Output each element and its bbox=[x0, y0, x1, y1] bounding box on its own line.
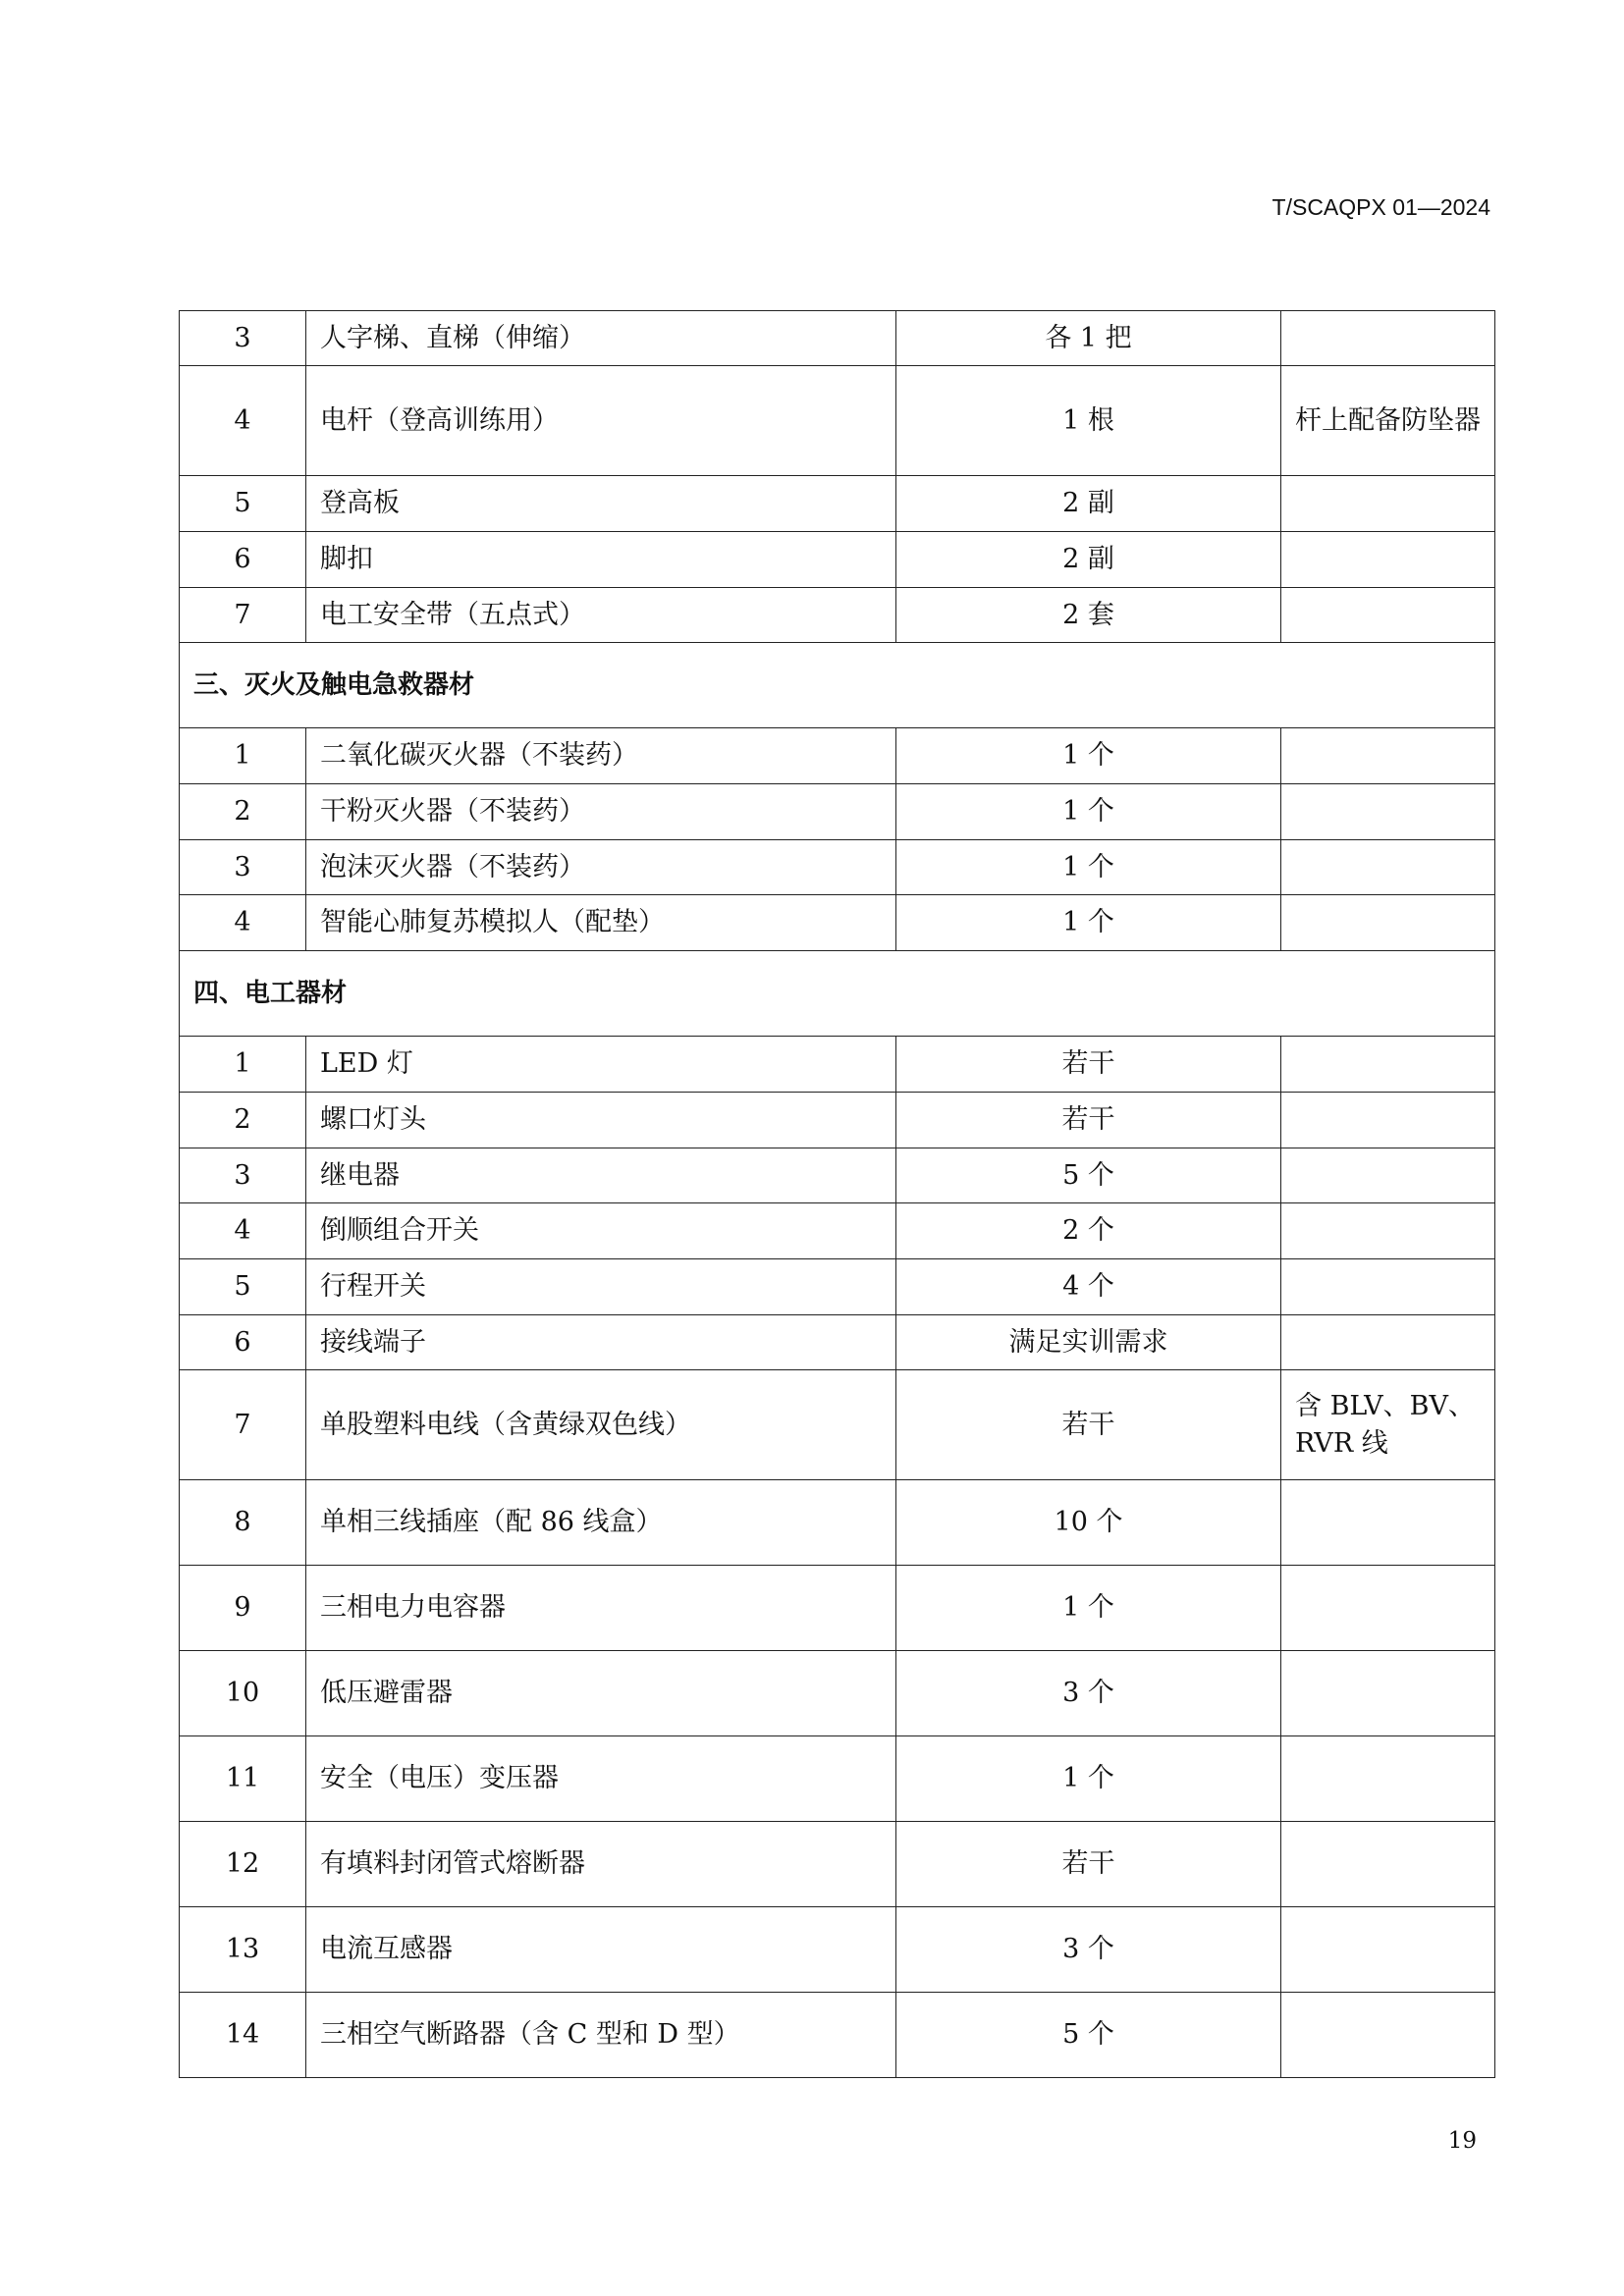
item-number: 4 bbox=[180, 366, 306, 476]
table-row bbox=[180, 1037, 1495, 1093]
item-number: 3 bbox=[180, 1148, 306, 1203]
item-note bbox=[1281, 840, 1495, 895]
item-quantity: 若干 bbox=[896, 1093, 1281, 1148]
item-name: 行程开关 bbox=[306, 1259, 896, 1315]
table-row bbox=[180, 476, 1495, 532]
item-number: 4 bbox=[180, 895, 306, 951]
item-note bbox=[1281, 1315, 1495, 1370]
item-note bbox=[1281, 1259, 1495, 1315]
item-note bbox=[1281, 1822, 1495, 1907]
table-row bbox=[180, 1480, 1495, 1566]
item-name: 螺口灯头 bbox=[306, 1093, 896, 1148]
item-name: 人字梯、直梯（伸缩） bbox=[306, 311, 896, 366]
item-number: 3 bbox=[180, 840, 306, 895]
item-quantity: 2 副 bbox=[896, 476, 1281, 532]
item-number: 10 bbox=[180, 1651, 306, 1736]
table-row bbox=[180, 728, 1495, 784]
item-name: 有填料封闭管式熔断器 bbox=[306, 1822, 896, 1907]
item-quantity: 5 个 bbox=[896, 1993, 1281, 2078]
item-quantity: 3 个 bbox=[896, 1907, 1281, 1993]
item-note bbox=[1281, 532, 1495, 588]
item-number: 7 bbox=[180, 1370, 306, 1480]
table-row bbox=[180, 1203, 1495, 1259]
item-name: 单股塑料电线（含黄绿双色线） bbox=[306, 1370, 896, 1480]
item-name: 三相电力电容器 bbox=[306, 1566, 896, 1651]
item-quantity: 5 个 bbox=[896, 1148, 1281, 1203]
table-row bbox=[180, 840, 1495, 895]
section-heading: 三、灭火及触电急救器材 bbox=[180, 643, 1495, 728]
item-name: 泡沫灭火器（不装药） bbox=[306, 840, 896, 895]
item-number: 5 bbox=[180, 1259, 306, 1315]
item-note bbox=[1281, 588, 1495, 643]
document-code: T/SCAQPX 01—2024 bbox=[1272, 194, 1490, 220]
section-heading-row bbox=[180, 951, 1495, 1037]
page-number: 19 bbox=[1447, 2128, 1477, 2154]
item-quantity: 1 个 bbox=[896, 728, 1281, 784]
item-quantity: 1 个 bbox=[896, 1566, 1281, 1651]
item-quantity: 若干 bbox=[896, 1037, 1281, 1093]
item-note bbox=[1281, 728, 1495, 784]
item-name: 电杆（登高训练用） bbox=[306, 366, 896, 476]
item-number: 2 bbox=[180, 784, 306, 840]
item-note bbox=[1281, 1651, 1495, 1736]
item-number: 9 bbox=[180, 1566, 306, 1651]
item-name: 脚扣 bbox=[306, 532, 896, 588]
item-note bbox=[1281, 1203, 1495, 1259]
table-row bbox=[180, 1822, 1495, 1907]
item-number: 1 bbox=[180, 1037, 306, 1093]
item-name: LED 灯 bbox=[306, 1037, 896, 1093]
table-row bbox=[180, 311, 1495, 366]
item-name: 登高板 bbox=[306, 476, 896, 532]
item-note bbox=[1281, 895, 1495, 951]
item-quantity: 1 个 bbox=[896, 784, 1281, 840]
item-number: 7 bbox=[180, 588, 306, 643]
item-name: 智能心肺复苏模拟人（配垫） bbox=[306, 895, 896, 951]
item-note bbox=[1281, 311, 1495, 366]
item-number: 8 bbox=[180, 1480, 306, 1566]
item-name: 干粉灭火器（不装药） bbox=[306, 784, 896, 840]
table-row bbox=[180, 1736, 1495, 1822]
item-note bbox=[1281, 784, 1495, 840]
table-row bbox=[180, 784, 1495, 840]
table-row bbox=[180, 895, 1495, 951]
item-quantity: 若干 bbox=[896, 1370, 1281, 1480]
item-quantity: 3 个 bbox=[896, 1651, 1281, 1736]
item-quantity: 2 套 bbox=[896, 588, 1281, 643]
item-quantity: 1 个 bbox=[896, 1736, 1281, 1822]
item-number: 4 bbox=[180, 1203, 306, 1259]
item-note: 杆上配备防坠器 bbox=[1281, 366, 1495, 476]
item-name: 继电器 bbox=[306, 1148, 896, 1203]
item-note: 含 BLV、BV、RVR 线 bbox=[1281, 1370, 1495, 1480]
item-note bbox=[1281, 476, 1495, 532]
item-quantity: 4 个 bbox=[896, 1259, 1281, 1315]
item-note bbox=[1281, 1093, 1495, 1148]
item-number: 14 bbox=[180, 1993, 306, 2078]
table-row bbox=[180, 1259, 1495, 1315]
item-number: 6 bbox=[180, 532, 306, 588]
table-row bbox=[180, 1093, 1495, 1148]
item-quantity: 满足实训需求 bbox=[896, 1315, 1281, 1370]
section-heading: 四、电工器材 bbox=[180, 951, 1495, 1037]
item-name: 安全（电压）变压器 bbox=[306, 1736, 896, 1822]
item-quantity: 10 个 bbox=[896, 1480, 1281, 1566]
table-row bbox=[180, 588, 1495, 643]
item-quantity: 2 个 bbox=[896, 1203, 1281, 1259]
item-number: 5 bbox=[180, 476, 306, 532]
item-name: 电流互感器 bbox=[306, 1907, 896, 1993]
item-number: 2 bbox=[180, 1093, 306, 1148]
item-quantity: 1 个 bbox=[896, 895, 1281, 951]
item-note bbox=[1281, 1907, 1495, 1993]
table-row bbox=[180, 1315, 1495, 1370]
item-quantity: 1 根 bbox=[896, 366, 1281, 476]
item-quantity: 1 个 bbox=[896, 840, 1281, 895]
table-row bbox=[180, 1370, 1495, 1480]
item-name: 二氧化碳灭火器（不装药） bbox=[306, 728, 896, 784]
item-name: 三相空气断路器（含 C 型和 D 型） bbox=[306, 1993, 896, 2078]
item-number: 6 bbox=[180, 1315, 306, 1370]
item-name: 倒顺组合开关 bbox=[306, 1203, 896, 1259]
item-name: 低压避雷器 bbox=[306, 1651, 896, 1736]
table-row bbox=[180, 1993, 1495, 2078]
equipment-table bbox=[179, 310, 1495, 2078]
item-number: 3 bbox=[180, 311, 306, 366]
item-name: 单相三线插座（配 86 线盒） bbox=[306, 1480, 896, 1566]
section-heading-row bbox=[180, 643, 1495, 728]
item-number: 11 bbox=[180, 1736, 306, 1822]
item-name: 电工安全带（五点式） bbox=[306, 588, 896, 643]
item-note bbox=[1281, 1148, 1495, 1203]
item-note bbox=[1281, 1037, 1495, 1093]
table-row bbox=[180, 1148, 1495, 1203]
table-row bbox=[180, 1651, 1495, 1736]
table-row bbox=[180, 1566, 1495, 1651]
item-name: 接线端子 bbox=[306, 1315, 896, 1370]
item-quantity: 各 1 把 bbox=[896, 311, 1281, 366]
table-row bbox=[180, 366, 1495, 476]
item-note bbox=[1281, 1566, 1495, 1651]
item-note bbox=[1281, 1480, 1495, 1566]
item-number: 12 bbox=[180, 1822, 306, 1907]
equipment-table-body bbox=[180, 311, 1495, 2078]
item-number: 13 bbox=[180, 1907, 306, 1993]
item-quantity: 若干 bbox=[896, 1822, 1281, 1907]
table-row bbox=[180, 1907, 1495, 1993]
item-note bbox=[1281, 1993, 1495, 2078]
item-note bbox=[1281, 1736, 1495, 1822]
item-quantity: 2 副 bbox=[896, 532, 1281, 588]
table-row bbox=[180, 532, 1495, 588]
item-number: 1 bbox=[180, 728, 306, 784]
